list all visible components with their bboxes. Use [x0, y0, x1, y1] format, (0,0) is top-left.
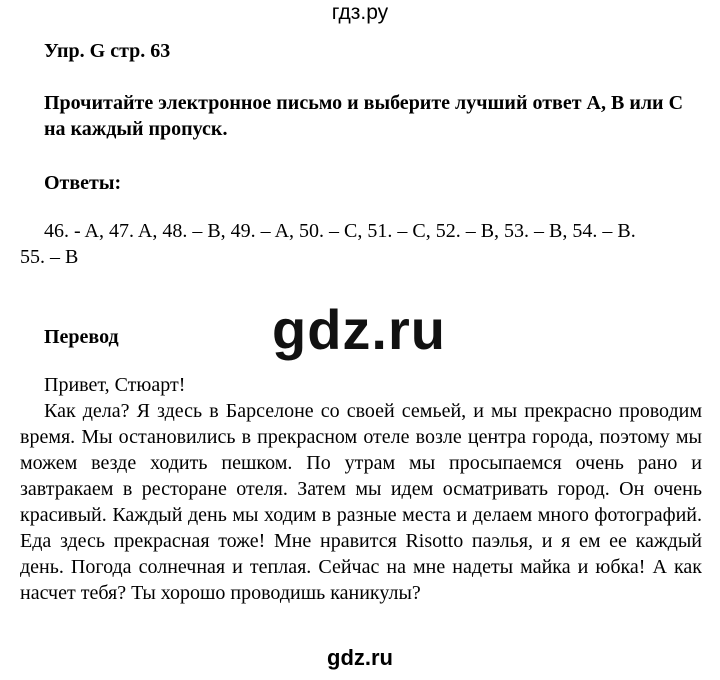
site-header: гдз.ру — [331, 1, 389, 24]
letter-body: Как дела? Я здесь в Барселоне со своей семьей, и мы прекрасно проводим время. Мы остановились в прекрасном отеле возле центра города, поэтому мы можем везде ходить пешком. По утрам мы просыпаемся очень рано и завтракаем в ресторане отеля. Затем мы идем осматривать город. Он очень красивый. Каждый день мы ходим в разные места и делаем много фотографий. Еда здесь прекрасная тоже! Мне нравится Risotto паэлья, и я ем ее каждый день. Погода солнечная и теплая. Сейчас на мне надеты майка и юбка! А как насчет тебя? Ты хорошо проводишь каникулы? — [20, 400, 702, 604]
watermark: gdz.ru — [272, 298, 446, 361]
exercise-instruction: Прочитайте электронное письмо и выберите лучший ответ A, B или C на каждый пропуск. — [44, 92, 684, 140]
exercise-title: Упр. G стр. 63 — [44, 40, 171, 62]
letter-text — [20, 372, 702, 606]
letter-greeting: Привет, Стюарт! — [44, 374, 186, 396]
answers-line-2: 55. – B — [20, 246, 79, 268]
answers-heading: Ответы: — [44, 172, 122, 194]
answers-line-1: 46. - A, 47. A, 48. – B, 49. – A, 50. – C, 51. – C, 52. – B, 53. – B, 54. – B. — [44, 220, 636, 242]
answers-block — [20, 218, 700, 270]
site-footer: gdz.ru — [327, 645, 393, 670]
translation-heading: Перевод — [44, 326, 119, 348]
